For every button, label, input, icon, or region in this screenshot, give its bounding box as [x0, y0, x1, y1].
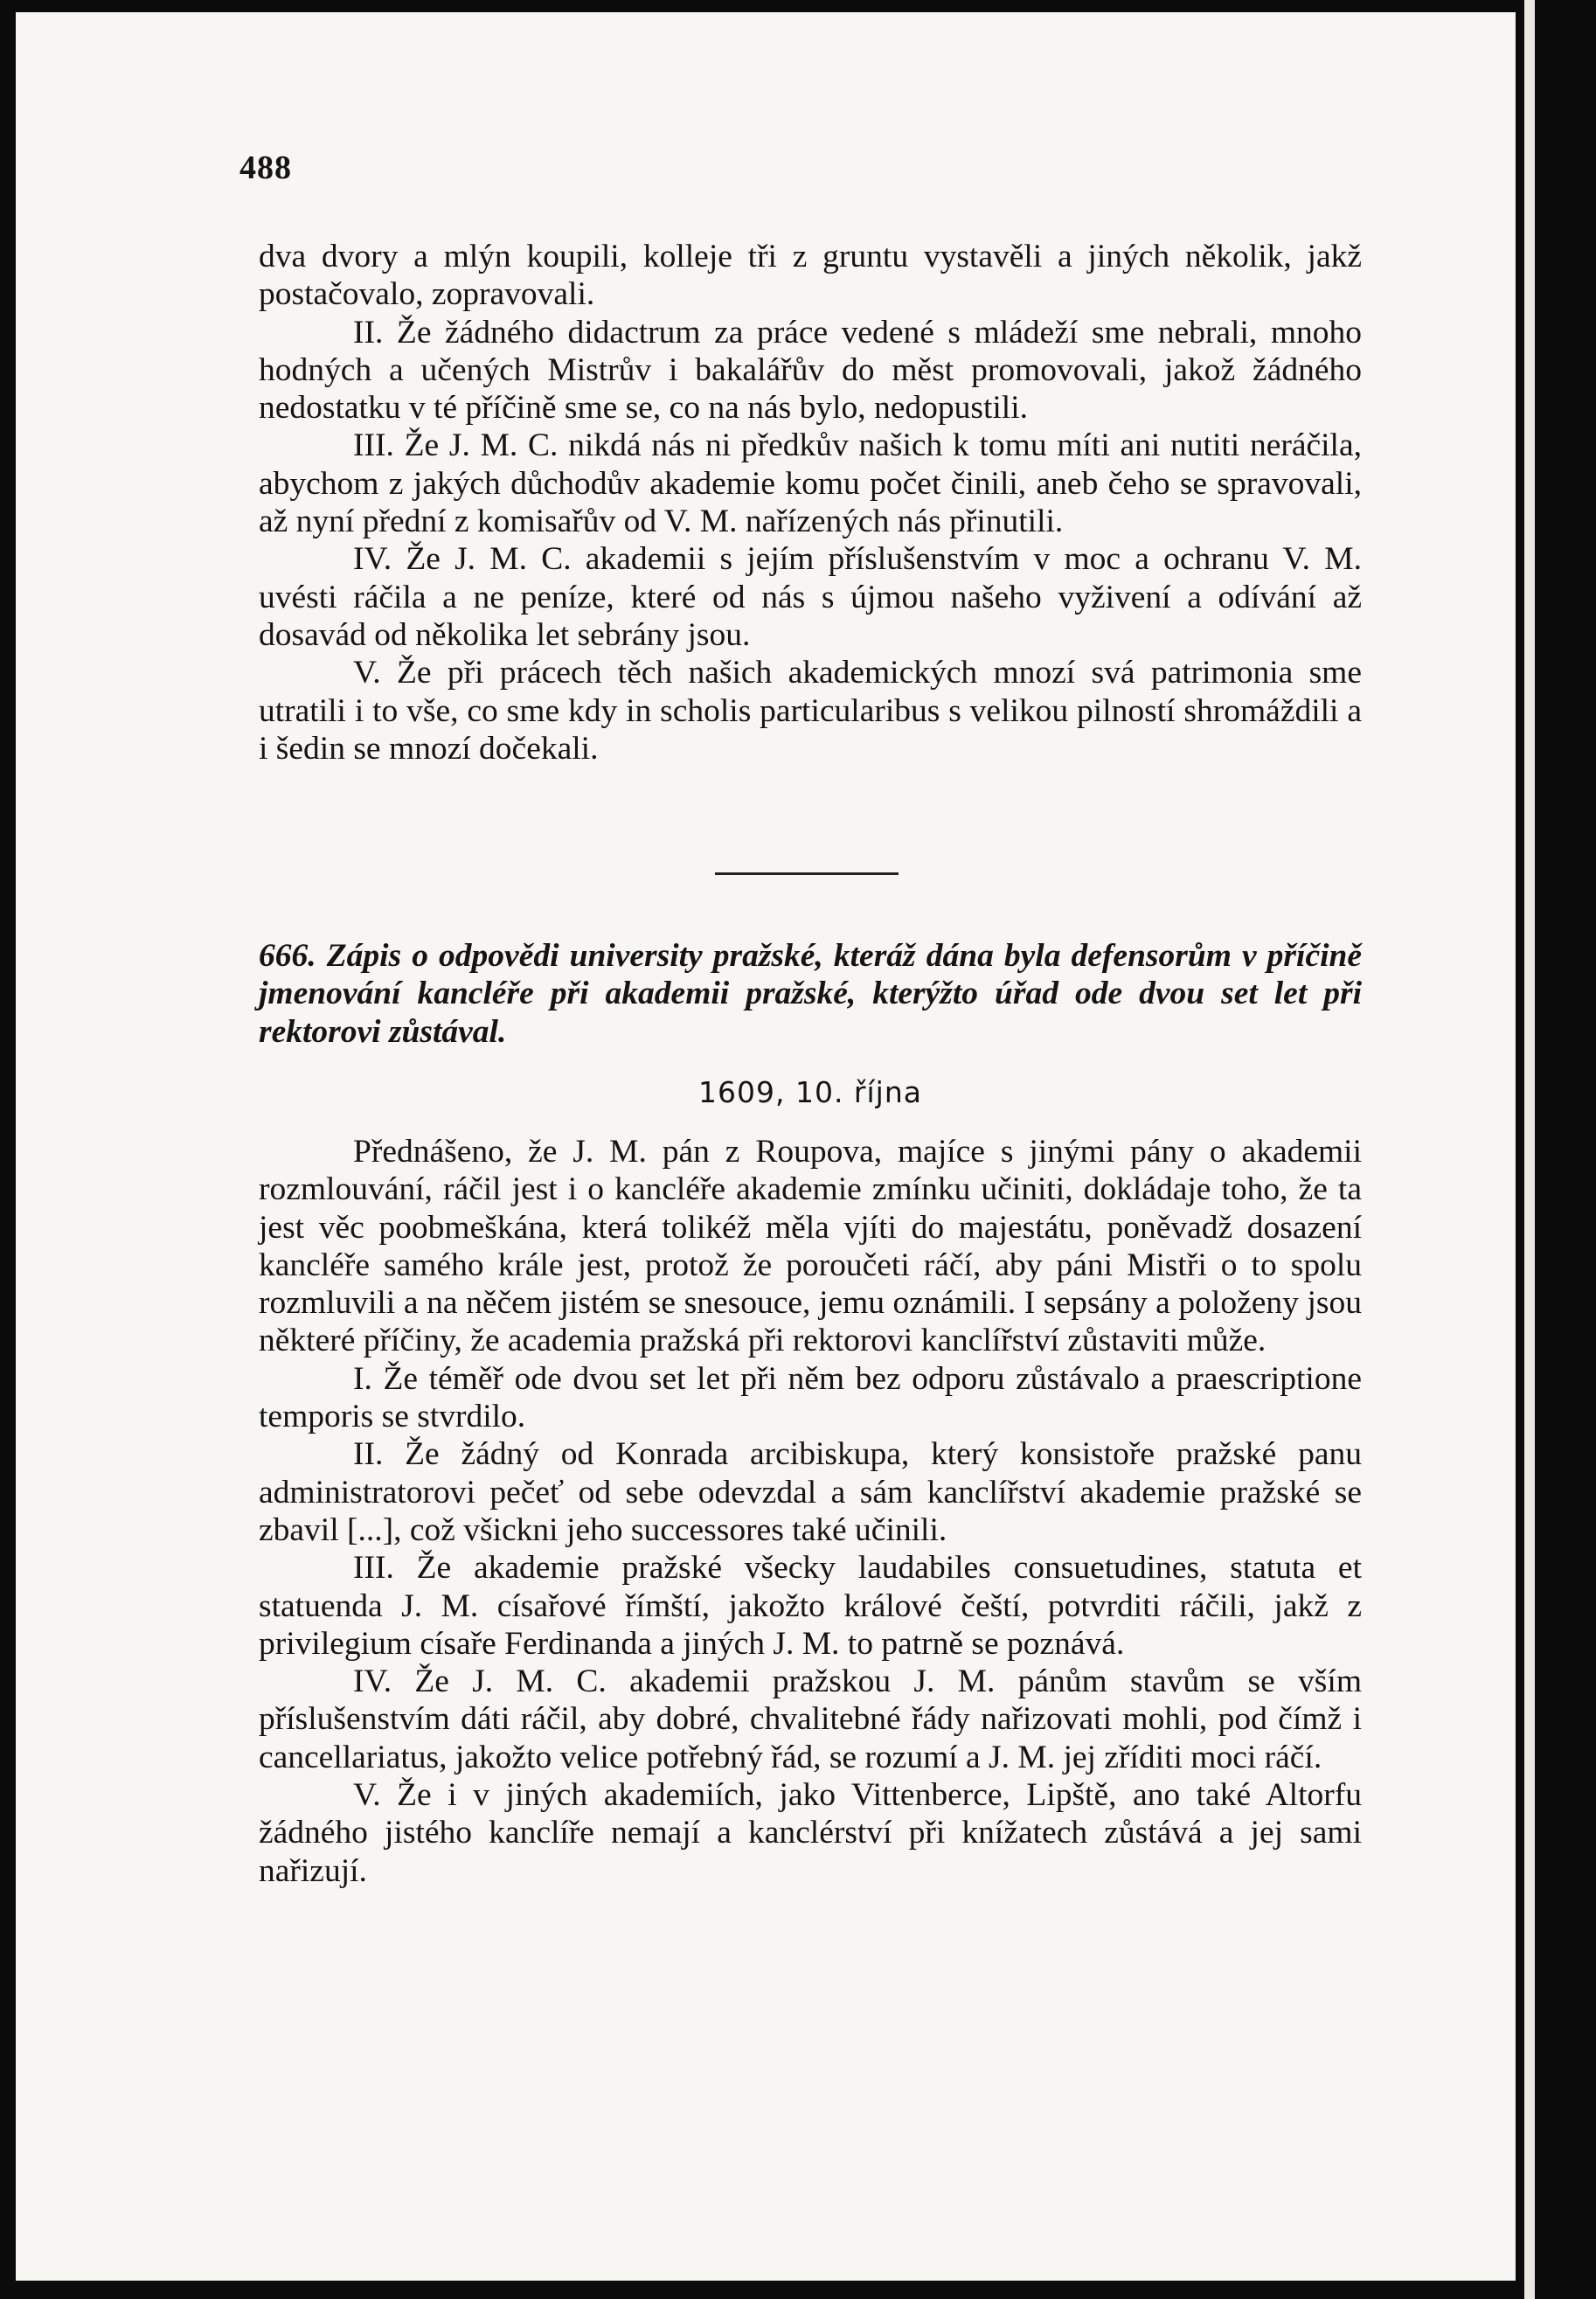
- paragraph: III. Že J. M. C. nikdá nás ni předkův našich k tomu míti ani nutiti neráčila, abychom z jakých důchodův akademie komu počet činili, aneb čeho se spravovali, až nyní přední z komisařův od V. M. nařízených nás přinutili.: [259, 427, 1362, 540]
- section1-body: [259, 238, 1362, 767]
- section-divider: [715, 872, 899, 875]
- paragraph: III. Že akademie pražské všecky laudabiles consuetudines, statuta et statuenda J. M. císařové římští, jakožto králové čeští, potvrditi ráčili, jakž z privilegium císaře Ferdinanda a jiných J. M. to patrně se poznává.: [259, 1550, 1362, 1662]
- entry-number: 666.: [259, 938, 316, 974]
- paragraph: V. Že i v jiných akademiích, jako Vittenberce, Lipště, ano také Altorfu žádného jistého kanclíře nemají a kanclérství při knížatech zůstává a jej sami nařizují.: [259, 1777, 1362, 1889]
- paragraph: II. Že žádného didactrum za práce vedené s mládeží sme nebrali, mnoho hodných a učených Mistrův i bakalářův do měst promovovali, jakož žádného nedostatku v té příčině sme se, co na nás bylo, nedopustili.: [259, 314, 1362, 427]
- page-edge: [1524, 0, 1535, 2299]
- paragraph: II. Že žádný od Konrada arcibiskupa, který konsistoře pražské panu administratorovi pečeť od sebe odevzdal a sám kanclířství akademie pražské se zbavil [...], což všickni jeho successores také učinili.: [259, 1436, 1362, 1548]
- paragraph: IV. Že J. M. C. akademii pražskou J. M. pánům stavům se vším příslušenstvím dáti ráčil, aby dobré, chvalitebné řády nařizovati mohli, pod čímž i cancellariatus, jakožto velice potřebný řád, se rozumí a J. M. jej zříditi moci ráčí.: [259, 1663, 1362, 1775]
- page-number: 488: [239, 149, 292, 186]
- entry-date: 1609, 10. října: [698, 1075, 922, 1109]
- entry-heading: [259, 937, 1362, 1051]
- paragraph: IV. Že J. M. C. akademii s jejím příslušenstvím v moc a ochranu V. M. uvésti ráčila a ne peníze, které od nás s újmou našeho vyživení a odívání až dosavád od několika let sebrány jsou.: [259, 541, 1362, 653]
- paragraph: I. Že téměř ode dvou set let při něm bez odporu zůstávalo a praescriptione temporis se stvrdilo.: [259, 1360, 1362, 1435]
- entry-body: [259, 1133, 1362, 1890]
- paragraph: Přednášeno, že J. M. pán z Roupova, majíce s jinými pány o akademii rozmlouvání, ráčil jest i o kancléře akademie zmínku učiniti, dokládaje toho, že ta jest věc poobmeškána, která tolikéž měla vjíti do majestátu, poněvadž dosazení kancléře samého krále jest, protož že poroučeti ráčí, aby páni Mistři o to spolu rozmluvili a na něčem jistém se snesouce, jemu oznámili. I sepsány a položeny jsou některé příčiny, že academia pražská při rektorovi kanclířství zůstaviti může.: [259, 1134, 1362, 1359]
- entry-title: Zápis o odpovědi university pražské, kteráž dána byla defensorům v příčině jmenování kancléře při akademii pražské, kterýžto úřad ode dvou set let při rektorovi zůstával.: [259, 938, 1363, 1050]
- paragraph: V. Že při prácech těch našich akademických mnozí svá patrimonia sme utratili i to vše, co sme kdy in scholis particularibus s velikou pilností shromáždili a i šedin se mnozí dočekali.: [259, 655, 1362, 767]
- paragraph: dva dvory a mlýn koupili, kolleje tři z gruntu vystavěli a jiných několik, jakž postačovalo, zopravovali.: [259, 239, 1362, 313]
